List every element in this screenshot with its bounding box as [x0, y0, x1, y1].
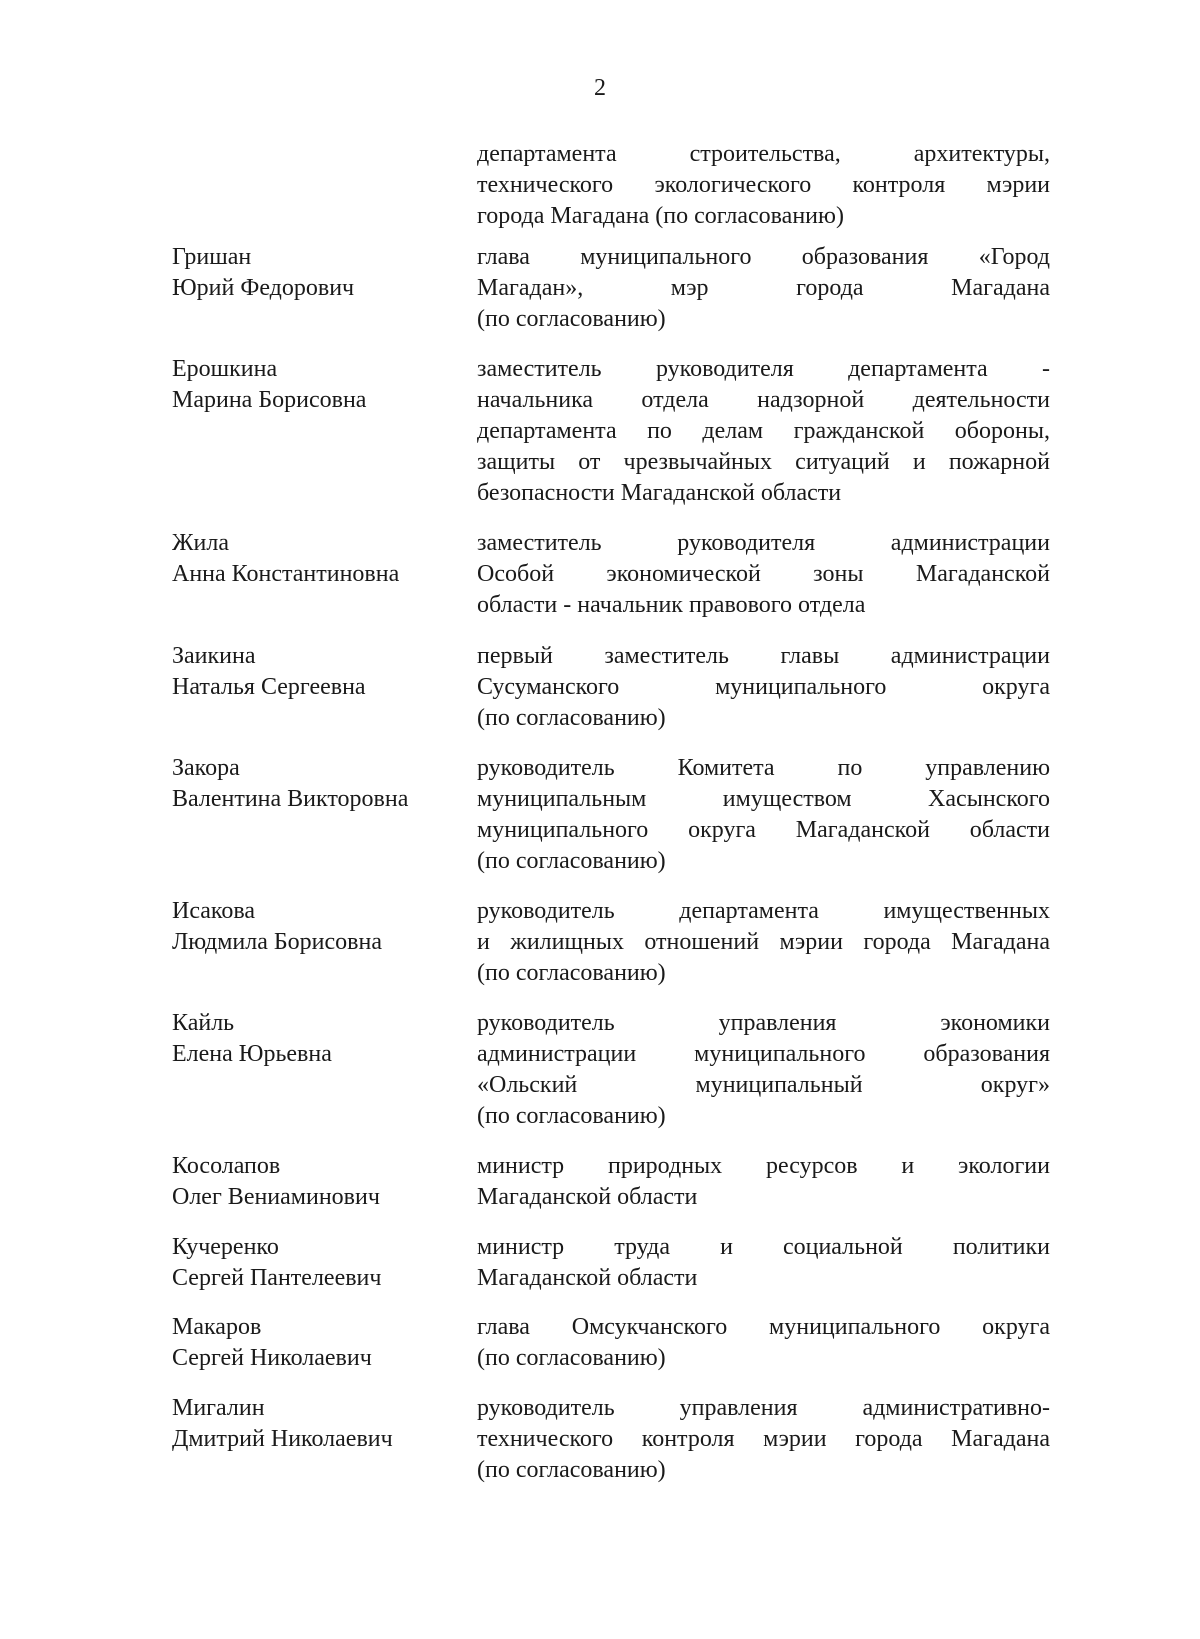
position-line: Магаданской области [477, 1265, 698, 1291]
member-position [477, 1312, 1050, 1374]
position-line: глава муниципального образования «Город [477, 244, 1050, 270]
member-given-names: Анна Константиновна [172, 561, 400, 587]
member-name [172, 1312, 462, 1374]
position-line: руководитель департамента имущественных [477, 898, 1050, 924]
member-position [477, 753, 1050, 877]
position-line: (по согласованию) [477, 705, 666, 731]
continued-position-text [477, 139, 1050, 232]
position-line: руководитель Комитета по управлению [477, 755, 1050, 781]
member-given-names: Валентина Викторовна [172, 786, 409, 812]
member-surname: Кучеренко [172, 1234, 279, 1260]
member-surname: Косолапов [172, 1153, 281, 1179]
position-line: (по согласованию) [477, 1103, 666, 1129]
member-name [172, 641, 462, 703]
position-line: (по согласованию) [477, 1457, 666, 1483]
position-line: и жилищных отношений мэрии города Магадана [477, 929, 1050, 955]
member-surname: Заикина [172, 643, 256, 669]
position-line: муниципального округа Магаданской области [477, 817, 1050, 843]
member-position [477, 896, 1050, 989]
position-line: заместитель руководителя департамента - [477, 356, 1050, 382]
position-line: руководитель управления экономики [477, 1010, 1050, 1036]
position-line: администрации муниципального образования [477, 1041, 1050, 1067]
member-surname: Закора [172, 755, 240, 781]
position-line: министр природных ресурсов и экологии [477, 1153, 1050, 1179]
position-line: (по согласованию) [477, 960, 666, 986]
member-name [172, 753, 462, 815]
member-name [172, 1393, 462, 1455]
member-name [172, 1232, 462, 1294]
member-name [172, 1008, 462, 1070]
position-line: муниципальным имуществом Хасынского [477, 786, 1050, 812]
member-given-names: Людмила Борисовна [172, 929, 382, 955]
position-line: Сусуманского муниципального округа [477, 674, 1050, 700]
position-line: технического экологического контроля мэрии [477, 172, 1050, 198]
position-line: «Ольский муниципальный округ» [477, 1072, 1050, 1098]
member-position [477, 1232, 1050, 1294]
member-given-names: Елена Юрьевна [172, 1041, 332, 1067]
position-line: начальника отдела надзорной деятельности [477, 387, 1050, 413]
member-given-names: Дмитрий Николаевич [172, 1426, 393, 1452]
member-given-names: Марина Борисовна [172, 387, 367, 413]
member-given-names: Юрий Федорович [172, 275, 355, 301]
member-position [477, 354, 1050, 509]
position-line: первый заместитель главы администрации [477, 643, 1050, 669]
member-surname: Жила [172, 530, 229, 556]
member-position [477, 528, 1050, 621]
position-line: Магаданской области [477, 1184, 698, 1210]
position-line: руководитель управления административно- [477, 1395, 1050, 1421]
position-line: (по согласованию) [477, 306, 666, 332]
member-given-names: Олег Вениаминович [172, 1184, 380, 1210]
position-line: министр труда и социальной политики [477, 1234, 1050, 1260]
member-surname: Мигалин [172, 1395, 265, 1421]
member-surname: Кайль [172, 1010, 235, 1036]
member-name [172, 1151, 462, 1213]
member-surname: Ерошкина [172, 356, 278, 382]
position-line: заместитель руководителя администрации [477, 530, 1050, 556]
member-surname: Исакова [172, 898, 256, 924]
member-given-names: Сергей Николаевич [172, 1345, 372, 1371]
position-line: Магадан», мэр города Магадана [477, 275, 1050, 301]
member-given-names: Наталья Сергеевна [172, 674, 366, 700]
position-line: технического контроля мэрии города Магадана [477, 1426, 1050, 1452]
position-line: безопасности Магаданской области [477, 480, 842, 506]
position-line: (по согласованию) [477, 848, 666, 874]
member-position [477, 242, 1050, 335]
position-line: глава Омсукчанского муниципального округа [477, 1314, 1050, 1340]
position-line: департамента строительства, архитектуры, [477, 141, 1050, 167]
member-position [477, 641, 1050, 734]
member-name [172, 896, 462, 958]
member-name [172, 354, 462, 416]
member-given-names: Сергей Пантелеевич [172, 1265, 382, 1291]
page-number: 2 [594, 75, 606, 101]
member-position [477, 1151, 1050, 1213]
member-position [477, 1008, 1050, 1132]
member-name [172, 528, 462, 590]
position-line: города Магадана (по согласованию) [477, 203, 844, 229]
position-line: Особой экономической зоны Магаданской [477, 561, 1050, 587]
position-line: департамента по делам гражданской обороны, [477, 418, 1050, 444]
member-name [172, 242, 462, 304]
member-position [477, 1393, 1050, 1486]
member-surname: Гришан [172, 244, 252, 270]
position-line: защиты от чрезвычайных ситуаций и пожарной [477, 449, 1050, 475]
member-surname: Макаров [172, 1314, 262, 1340]
position-line: области - начальник правового отдела [477, 592, 866, 618]
position-line: (по согласованию) [477, 1345, 666, 1371]
